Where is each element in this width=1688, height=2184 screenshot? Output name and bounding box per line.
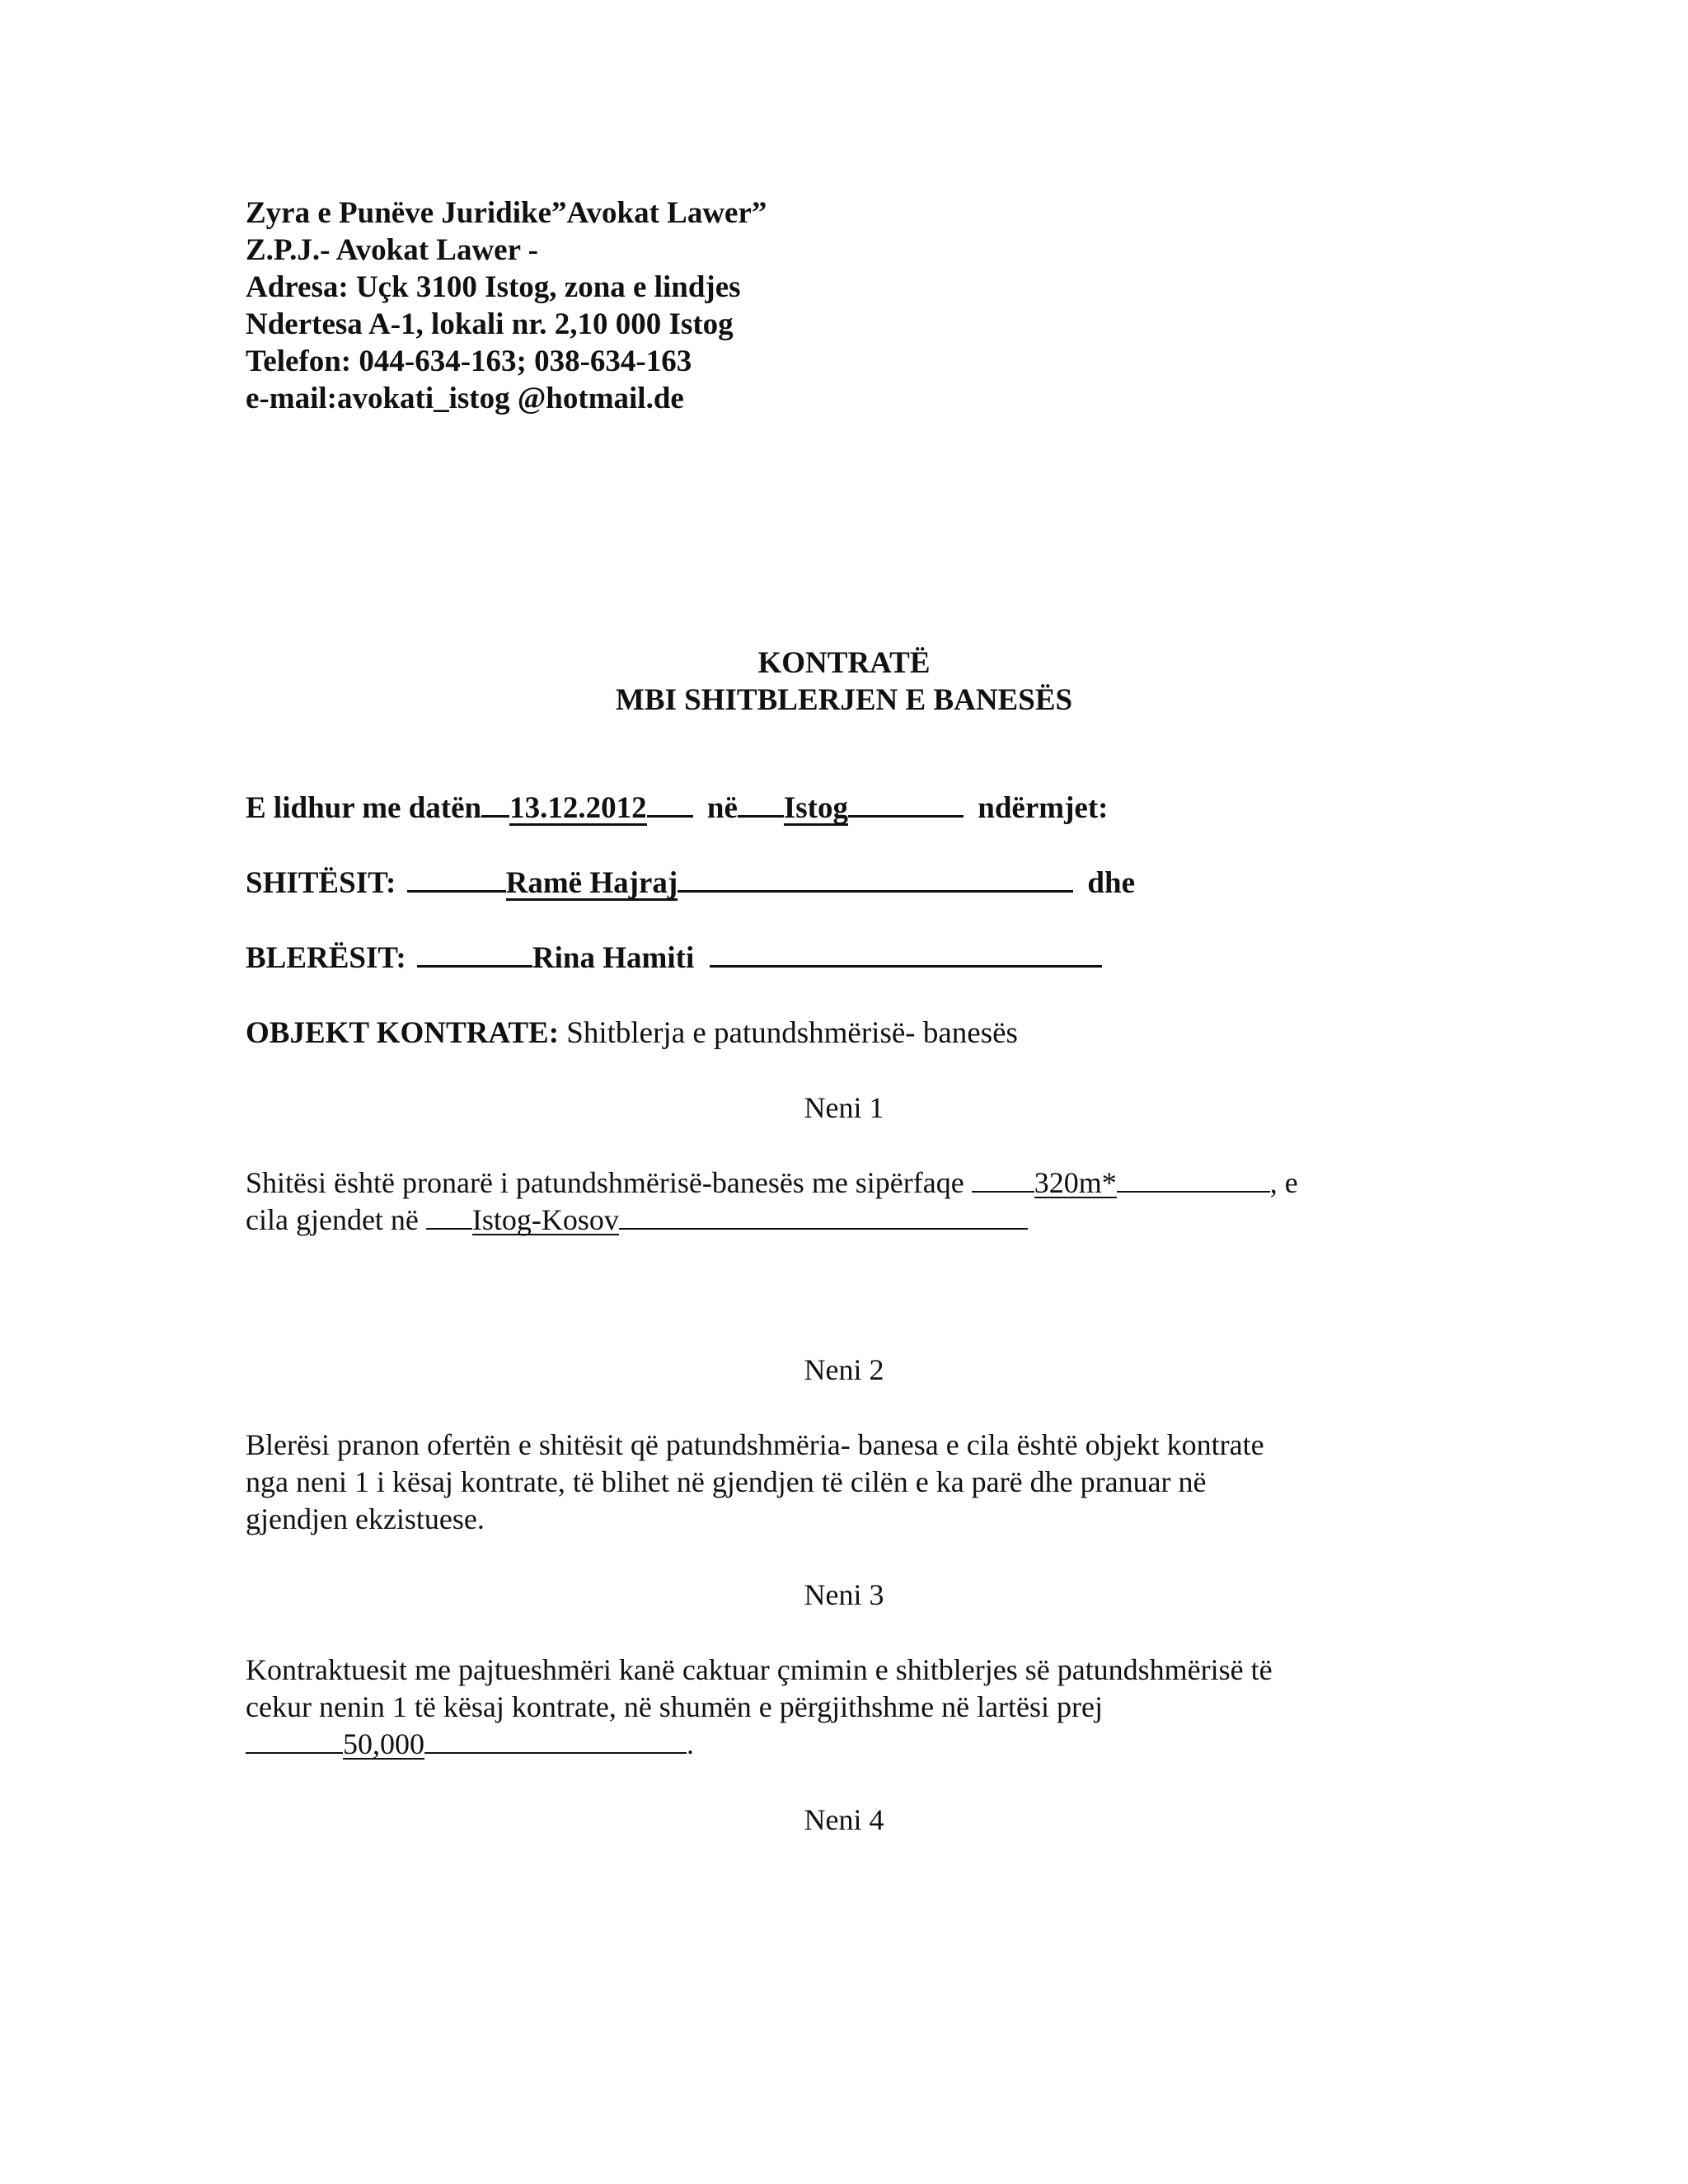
place-value: Istog [783, 791, 848, 825]
place-blank-trail [848, 815, 964, 818]
letterhead-phone: Telefon: 044-634-163; 038-634-163 [246, 344, 692, 378]
location-value: Istog-Kosov [471, 1203, 619, 1236]
article-2-heading: Neni 2 [804, 1353, 884, 1386]
article-3-text [246, 1652, 1432, 1763]
letterhead [246, 194, 767, 417]
article-1-heading: Neni 1 [804, 1091, 884, 1124]
seller-blank-trail [678, 890, 1073, 893]
location-blank-trail [619, 1228, 1028, 1230]
article-3-line-3-end: . [687, 1727, 694, 1760]
place-blank-lead [738, 815, 784, 818]
seller-blank-lead [407, 890, 506, 893]
place-label: në [706, 791, 738, 825]
buyer-blank-lead [417, 965, 532, 968]
article-2-text [246, 1427, 1432, 1538]
date-label: E lidhur me datën [246, 791, 482, 825]
title-line-1: KONTRATË [757, 646, 931, 680]
price-value: 50,000 [343, 1727, 424, 1760]
article-3-line-2: cekur nenin 1 të kësaj kontrate, në shumën e përgjithshme në lartësi prej [246, 1690, 1103, 1723]
seller-line [246, 865, 1135, 902]
article-1-text-b: , e [1269, 1166, 1298, 1199]
buyer-line [246, 940, 1102, 977]
between-label: ndërmjet: [978, 791, 1109, 825]
buyer-blank-trail [710, 965, 1102, 968]
article-2-line-1: Blerësi pranon ofertën e shitësit që patundshmëria- banesa e cila është objekt kontrate [246, 1428, 1264, 1461]
date-place-line [246, 790, 1108, 827]
date-value: 13.12.2012 [509, 791, 647, 825]
letterhead-email: e-mail:avokati_istog @hotmail.de [246, 382, 684, 415]
letterhead-address: Adresa: Uçk 3100 Istog, zona e lindjes [246, 270, 741, 304]
location-blank-lead [426, 1228, 472, 1230]
letterhead-office-name: Zyra e Punëve Juridike”Avokat Lawer” [246, 196, 767, 230]
price-blank-lead [246, 1752, 343, 1754]
contract-title [0, 644, 1688, 719]
date-blank-trail [647, 815, 693, 818]
article-3-line-1: Kontraktuesit me pajtueshmëri kanë caktuar çmimin e shitblerjes së patundshmërisë të [246, 1653, 1273, 1686]
article-1-text-c: cila gjendet në [246, 1203, 419, 1236]
article-1-text [246, 1165, 1432, 1239]
seller-value: Ramë Hajraj [505, 866, 678, 900]
title-line-2: MBI SHITBLERJEN E BANESËS [615, 683, 1073, 717]
area-blank-trail [1117, 1191, 1270, 1193]
object-value: Shitblerja e patundshmërisë- banesës [566, 1016, 1018, 1050]
article-4-heading: Neni 4 [804, 1803, 884, 1836]
letterhead-short-name: Z.P.J.- Avokat Lawer - [246, 233, 538, 267]
article-3-heading: Neni 3 [804, 1578, 884, 1611]
object-label: OBJEKT KONTRATE: [246, 1016, 560, 1050]
price-blank-trail [424, 1752, 687, 1754]
article-1-text-a: Shitësi është pronarë i patundshmërisë-banesës me sipërfaqe [246, 1166, 964, 1199]
date-blank-lead [481, 815, 509, 818]
article-2-line-2: nga neni 1 i kësaj kontrate, të blihet në gjendjen të cilën e ka parë dhe pranuar në [246, 1465, 1207, 1498]
object-line [246, 1015, 1018, 1052]
area-value: 320m* [1034, 1166, 1117, 1199]
area-blank-lead [972, 1191, 1034, 1193]
seller-suffix: dhe [1087, 866, 1135, 900]
buyer-value: Rina Hamiti [532, 941, 695, 975]
letterhead-building: Ndertesa A-1, lokali nr. 2,10 000 Istog [246, 307, 734, 341]
seller-label: SHITËSIT: [246, 866, 396, 900]
article-2-line-3: gjendjen ekzistuese. [246, 1502, 485, 1535]
buyer-label: BLERËSIT: [246, 941, 406, 975]
